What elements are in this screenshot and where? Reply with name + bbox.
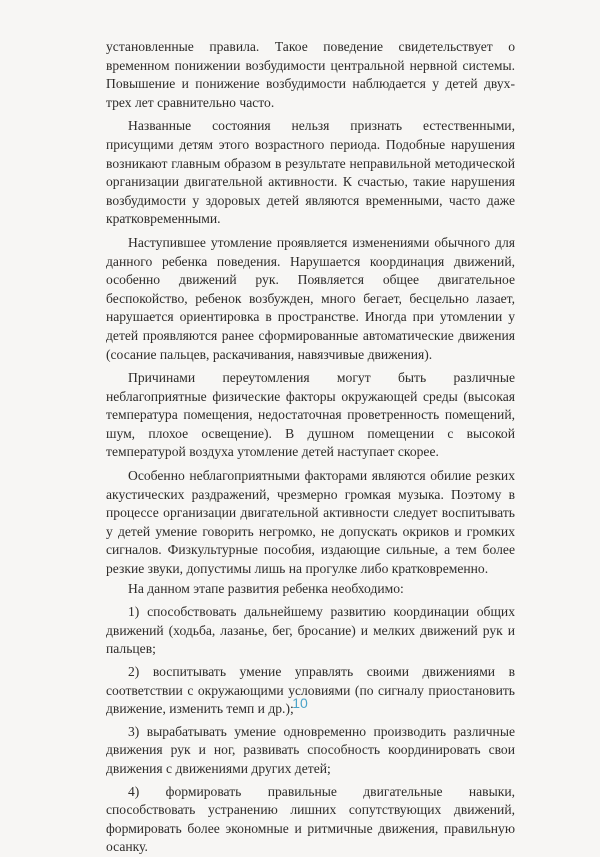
paragraph-4: Причинами переутомления могут быть различные неблагоприятные физические факторы окружающей среды (высокая температура помещения, недостаточная проветренность помещений, шум, плохое освещение). В душном помещении с высокой температурой воздуха утомление детей наступает скорее. xyxy=(106,370,515,460)
requirements-list xyxy=(106,603,515,857)
list-item: 4) формировать правильные двигательные навыки, способствовать устранению лишних сопутствующих движений, формировать более экономные и ритмичные движения, правильную осанку. xyxy=(106,783,515,855)
paragraph-1: установленные правила. Такое поведение свидетельствует о временном понижении возбудимости центральной нервной системы. Повышение и понижение возбудимости наблюдается у детей двух-трех лет сравнительно часто. xyxy=(106,39,515,110)
paragraph-3: Наступившее утомление проявляется изменениями обычного для данного ребенка поведения. Нарушается координация движений, особенно движений рук. Появляется общее двигательное беспокойство, ребенок возбужден, много бегает, бесцельно лазает, нарушается ориентировка в пространстве. Иногда при утомлении у детей проявляются ранее сформированные автоматические движения (сосание пальцев, раскачивания, навязчивые движения). xyxy=(106,234,515,362)
list-item: 1) способствовать дальнейшему развитию координации общих движений (ходьба, лазанье, бег, бросание) и мелких движений рук и пальцев; xyxy=(106,604,515,657)
paragraph-2: Названные состояния нельзя признать естественными, присущими детям этого возрастного периода. Подобные нарушения возникают главным образом в результате неправильной методической организации двигательной активности. К счастью, такие нарушения возбудимости у здоровых детей являются временными, часто даже кратковременными. xyxy=(106,118,515,227)
list-item: 3) вырабатывать умение одновременно производить различные движения рук и ног, развивать способность координировать свои движения с движениями других детей; xyxy=(106,723,515,776)
page-number: 10 xyxy=(292,695,308,711)
paragraph-5: Особенно неблагоприятными факторами являются обилие резких акустических раздражений, чрезмерно громкая музыка. Поэтому в процессе организации двигательной активности следует воспитывать у детей умение говорить негромко, не допускать окриков и громких сигналов. Физкультурные пособия, издающие сильные, а тем более резкие звуки, допустимы лишь на прогулке либо кратковременно. xyxy=(106,468,515,577)
list-item: 2) воспитывать умение управлять своими движениями в соответствии с окружающими условиями (по сигналу приостановить движение, изменить темп и др.); xyxy=(106,664,515,717)
paragraph-6: На данном этапе развития ребенка необходимо: xyxy=(128,580,404,596)
